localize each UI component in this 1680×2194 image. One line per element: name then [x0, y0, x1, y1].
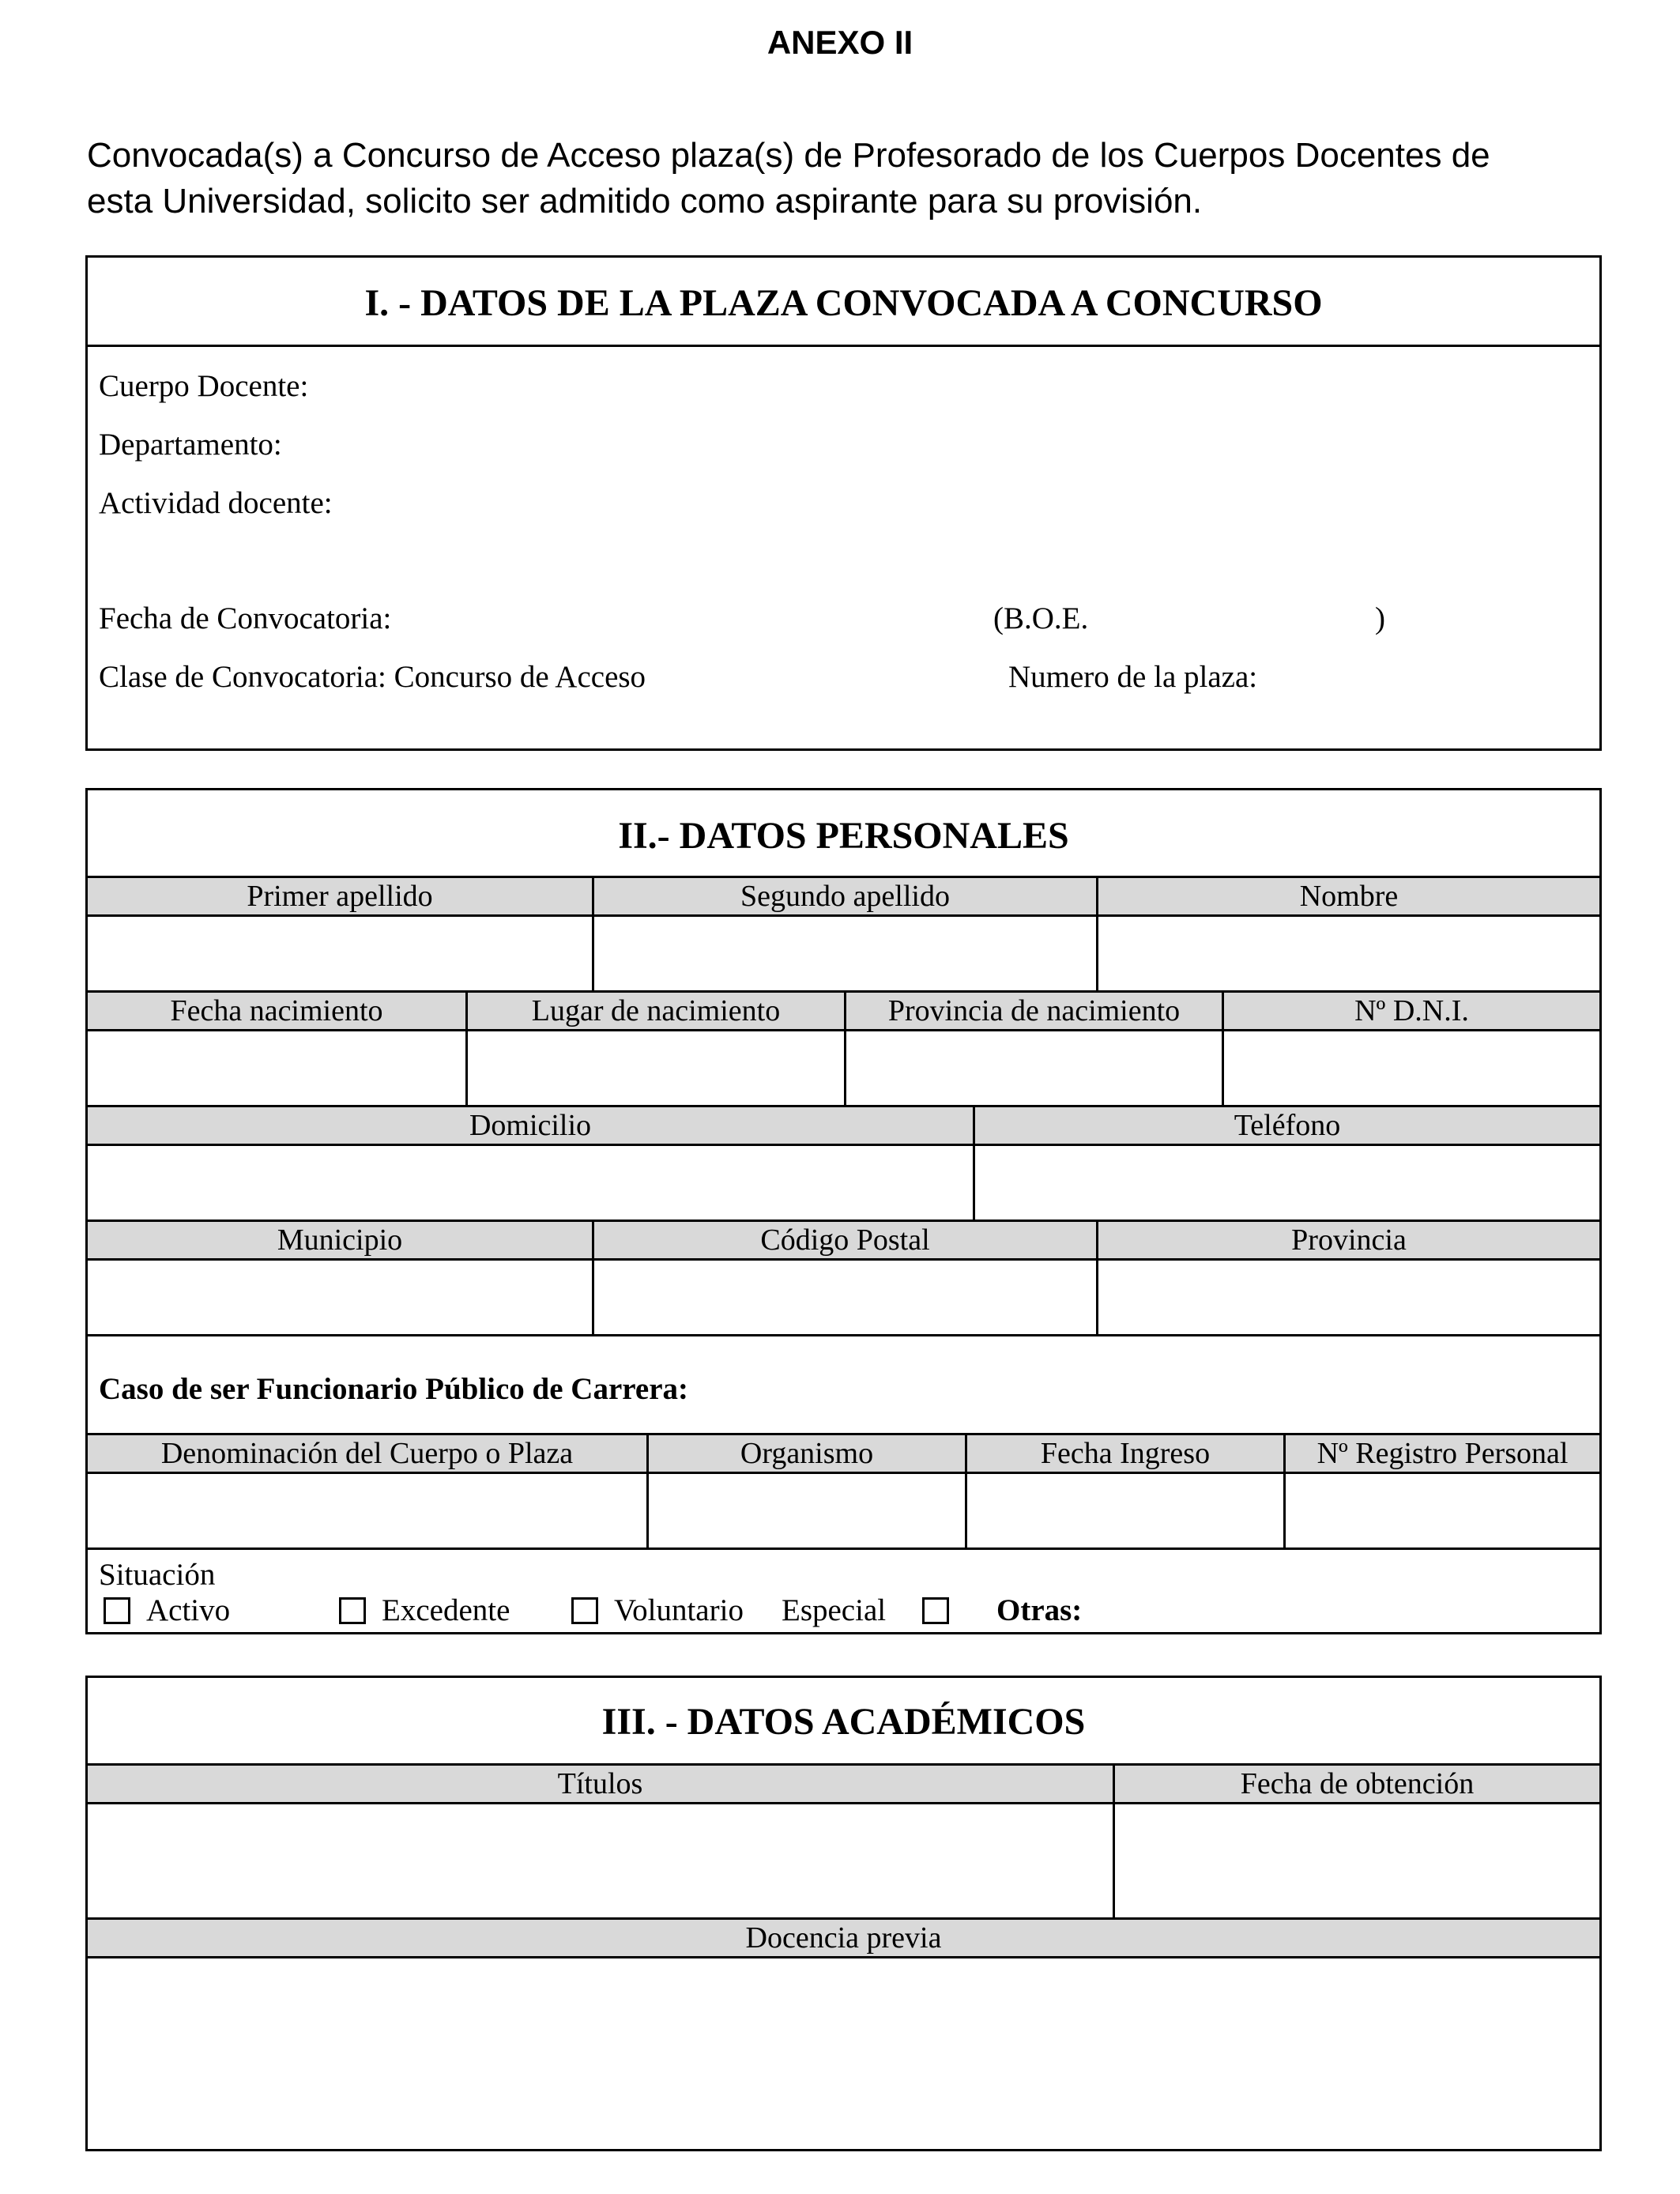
input-row	[88, 1802, 1599, 1919]
section-plaza	[85, 255, 1602, 751]
excedente-checkbox[interactable]	[339, 1597, 366, 1624]
col-municipio: Municipio	[277, 1223, 403, 1257]
dni-input[interactable]	[1222, 1031, 1599, 1106]
divider	[88, 1547, 1599, 1550]
fecha-ingreso-input[interactable]	[965, 1474, 1283, 1549]
input-row	[88, 1029, 1599, 1106]
domicilio-input[interactable]	[88, 1146, 973, 1221]
header-row	[88, 990, 1599, 1031]
divider	[88, 345, 1599, 347]
col-titulos: Títulos	[557, 1767, 643, 1800]
header-row	[88, 1433, 1599, 1473]
input-row	[88, 1258, 1599, 1336]
lugar-nacimiento-input[interactable]	[465, 1031, 844, 1106]
voluntario-label: Voluntario	[614, 1593, 744, 1627]
nombre-input[interactable]	[1096, 917, 1599, 992]
clase-convocatoria-label: Clase de Convocatoria: Concurso de Acceso	[99, 660, 646, 694]
intro-paragraph	[87, 133, 1604, 224]
col-provincia: Provincia	[1096, 1222, 1599, 1260]
boe-close: )	[1375, 601, 1385, 635]
col-docencia-previa: Docencia previa	[745, 1921, 942, 1955]
header-row	[88, 1220, 1599, 1260]
annex-title: ANEXO II	[767, 24, 913, 61]
col-telefono: Teléfono	[973, 1107, 1599, 1145]
numero-plaza-field[interactable]: Numero de la plaza:	[1008, 660, 1258, 694]
col-organismo: Organismo	[646, 1435, 965, 1473]
header-row	[88, 1763, 1599, 1804]
input-row	[88, 1472, 1599, 1549]
activo-checkbox[interactable]	[104, 1597, 130, 1624]
departamento-field[interactable]: Departamento:	[99, 428, 282, 462]
codigo-postal-input[interactable]	[592, 1261, 1096, 1336]
docencia-previa-input[interactable]	[88, 1958, 1599, 2149]
especial-label: Especial	[782, 1593, 887, 1627]
section-personales-title: II.- DATOS PERSONALES	[618, 815, 1069, 857]
especial-checkbox[interactable]	[922, 1597, 949, 1624]
col-provincia-nacimiento: Provincia de nacimiento	[844, 993, 1222, 1031]
col-codigo-postal: Código Postal	[592, 1222, 1096, 1260]
section-personales	[85, 788, 1602, 1634]
segundo-apellido-input[interactable]	[592, 917, 1096, 992]
primer-apellido-input[interactable]	[88, 917, 592, 992]
activo-label: Activo	[146, 1593, 231, 1627]
header-row	[88, 1917, 1599, 1958]
input-row	[88, 914, 1599, 992]
registro-personal-input[interactable]	[1283, 1474, 1599, 1549]
fecha-convocatoria-field[interactable]: Fecha de Convocatoria:	[99, 601, 392, 635]
organismo-input[interactable]	[646, 1474, 965, 1549]
situacion-label: Situación	[99, 1558, 216, 1592]
col-primer-apellido: Primer apellido	[247, 880, 433, 913]
fecha-obtencion-input[interactable]	[1113, 1804, 1599, 1919]
input-row	[88, 1956, 1599, 2149]
input-row	[88, 1144, 1599, 1221]
fecha-nacimiento-input[interactable]	[88, 1031, 465, 1106]
col-fecha-nacimiento: Fecha nacimiento	[170, 994, 383, 1027]
section-academicos-title: III. - DATOS ACADÉMICOS	[601, 1701, 1086, 1743]
col-lugar-nacimiento: Lugar de nacimiento	[465, 993, 844, 1031]
col-registro-personal: Nº Registro Personal	[1283, 1435, 1599, 1473]
intro-line-1: Convocada(s) a Concurso de Acceso plaza(s) de Profesorado de los Cuerpos Docentes de	[87, 136, 1490, 175]
boe-field[interactable]: (B.O.E.	[993, 601, 1089, 635]
divider	[88, 1334, 1599, 1336]
provincia-input[interactable]	[1096, 1261, 1599, 1336]
cuerpo-docente-field[interactable]: Cuerpo Docente:	[99, 369, 309, 403]
header-row	[88, 1105, 1599, 1145]
voluntario-checkbox[interactable]	[571, 1597, 598, 1624]
col-segundo-apellido: Segundo apellido	[592, 878, 1096, 916]
col-nombre: Nombre	[1096, 878, 1599, 916]
titulos-input[interactable]	[88, 1804, 1113, 1919]
telefono-input[interactable]	[973, 1146, 1599, 1221]
funcionario-heading: Caso de ser Funcionario Público de Carrera:	[99, 1372, 688, 1406]
col-dni: Nº D.N.I.	[1222, 993, 1599, 1031]
actividad-docente-field[interactable]: Actividad docente:	[99, 486, 333, 520]
provincia-nacimiento-input[interactable]	[844, 1031, 1222, 1106]
col-fecha-obtencion: Fecha de obtención	[1113, 1766, 1599, 1804]
municipio-input[interactable]	[88, 1261, 592, 1336]
section-plaza-title: I. - DATOS DE LA PLAZA CONVOCADA A CONCURSO	[364, 282, 1323, 324]
header-row	[88, 876, 1599, 916]
col-denominacion: Denominación del Cuerpo o Plaza	[160, 1437, 574, 1470]
denominacion-input[interactable]	[88, 1474, 646, 1549]
col-domicilio: Domicilio	[469, 1109, 592, 1142]
intro-line-2: esta Universidad, solicito ser admitido como aspirante para su provisión.	[87, 182, 1203, 221]
situacion-options	[100, 1593, 1599, 1632]
section-academicos	[85, 1676, 1602, 2151]
excedente-label: Excedente	[382, 1593, 510, 1627]
col-fecha-ingreso: Fecha Ingreso	[965, 1435, 1283, 1473]
otras-label: Otras:	[996, 1593, 1083, 1627]
